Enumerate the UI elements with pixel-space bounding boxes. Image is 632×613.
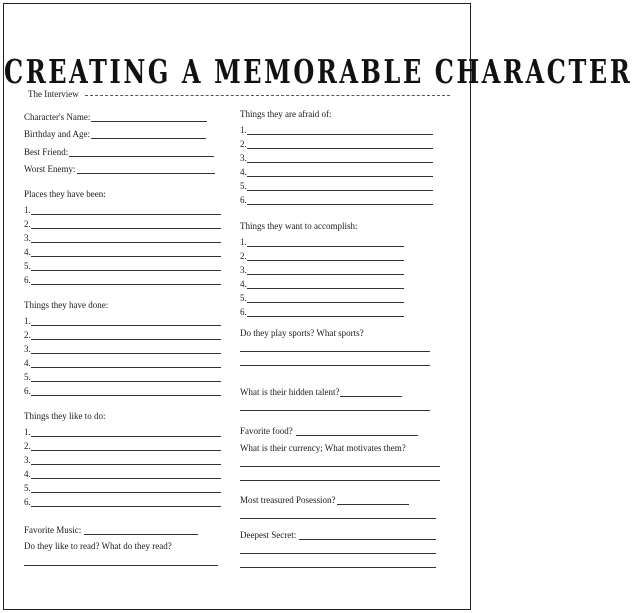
done-section xyxy=(24,295,224,396)
read-label: Do they like to read? What do they read? xyxy=(24,540,172,551)
item-number: 6. xyxy=(24,275,31,285)
answer-line[interactable] xyxy=(247,155,433,163)
answer-line[interactable] xyxy=(31,235,221,243)
item-number: 2. xyxy=(240,251,247,261)
like-label: Things they like to do: xyxy=(24,411,106,421)
secret-line[interactable] xyxy=(299,532,436,540)
item-number: 4. xyxy=(240,279,247,289)
food-section xyxy=(240,419,446,482)
answer-line[interactable] xyxy=(247,281,404,289)
answer-line[interactable] xyxy=(31,263,221,271)
item-number: 6. xyxy=(240,195,247,205)
sports-answer-line-2[interactable] xyxy=(240,352,430,366)
secret-section xyxy=(240,523,446,569)
item-number: 1. xyxy=(24,427,31,437)
character-name-label: Character's Name: xyxy=(24,111,91,122)
list-item[interactable] xyxy=(240,191,446,205)
places-label: Places they have been: xyxy=(24,189,106,199)
item-number: 3. xyxy=(24,455,31,465)
list-item[interactable] xyxy=(240,149,446,163)
item-number: 3. xyxy=(24,233,31,243)
answer-line[interactable] xyxy=(247,141,433,149)
birthday-age-line[interactable] xyxy=(91,131,206,139)
list-item[interactable] xyxy=(240,261,446,275)
dashed-divider xyxy=(85,95,450,96)
list-item[interactable] xyxy=(24,215,224,229)
list-item[interactable] xyxy=(24,354,224,368)
item-number: 4. xyxy=(24,247,31,257)
item-number: 3. xyxy=(240,265,247,275)
favorite-music-label: Favorite Music: xyxy=(24,524,82,535)
worst-enemy-field[interactable] xyxy=(24,157,224,175)
answer-line[interactable] xyxy=(31,374,221,382)
answer-line[interactable] xyxy=(247,169,433,177)
possession-answer-line[interactable] xyxy=(240,505,436,519)
secret-answer-line-1[interactable] xyxy=(240,540,436,554)
secret-field[interactable] xyxy=(240,523,446,541)
list-item[interactable] xyxy=(24,312,224,326)
list-item[interactable] xyxy=(24,451,224,465)
answer-line[interactable] xyxy=(31,499,221,507)
list-item[interactable] xyxy=(240,233,446,247)
accomplish-label: Things they want to accomplish: xyxy=(240,221,358,231)
list-item[interactable] xyxy=(24,493,224,507)
list-item[interactable] xyxy=(24,465,224,479)
item-number: 3. xyxy=(24,344,31,354)
sports-answer-line-1[interactable] xyxy=(240,338,430,352)
item-number: 2. xyxy=(240,139,247,149)
like-list xyxy=(24,423,224,507)
favorite-music-field[interactable] xyxy=(24,517,224,535)
list-item[interactable] xyxy=(24,423,224,437)
music-section xyxy=(24,517,224,566)
answer-line[interactable] xyxy=(31,221,221,229)
answer-line[interactable] xyxy=(31,318,221,326)
character-name-field[interactable] xyxy=(24,104,224,122)
item-number: 6. xyxy=(24,386,31,396)
possession-line[interactable] xyxy=(337,497,409,505)
subtitle-row xyxy=(28,88,450,100)
page-title: CREATING A MEMORABLE CHARACTER xyxy=(4,52,632,92)
list-item[interactable] xyxy=(240,247,446,261)
item-number: 4. xyxy=(24,358,31,368)
answer-line[interactable] xyxy=(31,443,221,451)
item-number: 5. xyxy=(240,181,247,191)
item-number: 2. xyxy=(24,441,31,451)
answer-line[interactable] xyxy=(31,457,221,465)
list-item[interactable] xyxy=(24,326,224,340)
sports-label: Do they play sports? What sports? xyxy=(240,328,364,338)
item-number: 3. xyxy=(240,153,247,163)
list-item[interactable] xyxy=(240,289,446,303)
best-friend-line[interactable] xyxy=(69,149,214,157)
item-number: 5. xyxy=(24,372,31,382)
favorite-food-field[interactable] xyxy=(240,419,446,437)
item-number: 1. xyxy=(240,125,247,135)
list-item[interactable] xyxy=(240,163,446,177)
like-section xyxy=(24,406,224,507)
list-item[interactable] xyxy=(24,479,224,493)
places-list xyxy=(24,201,224,285)
list-item[interactable] xyxy=(240,303,446,317)
answer-line[interactable] xyxy=(247,239,404,247)
answer-line[interactable] xyxy=(31,360,221,368)
list-item[interactable] xyxy=(240,275,446,289)
list-item[interactable] xyxy=(240,177,446,191)
item-number: 1. xyxy=(24,205,31,215)
currency-label: What is their currency; What motivates them? xyxy=(240,443,406,453)
list-item[interactable] xyxy=(24,229,224,243)
favorite-food-line[interactable] xyxy=(296,428,418,436)
item-number: 5. xyxy=(24,261,31,271)
hidden-talent-line[interactable] xyxy=(340,389,402,397)
favorite-food-label: Favorite food? xyxy=(240,426,293,436)
answer-line[interactable] xyxy=(31,485,221,493)
list-item[interactable] xyxy=(24,368,224,382)
afraid-list xyxy=(240,121,446,205)
currency-answer-line-2[interactable] xyxy=(240,467,440,481)
hidden-talent-field[interactable] xyxy=(240,379,446,397)
afraid-label: Things they are afraid of: xyxy=(240,109,332,119)
answer-line[interactable] xyxy=(31,277,221,285)
item-number: 2. xyxy=(24,330,31,340)
answer-line[interactable] xyxy=(247,267,404,275)
worst-enemy-line[interactable] xyxy=(77,166,215,174)
answer-line[interactable] xyxy=(247,127,433,135)
list-item[interactable] xyxy=(240,121,446,135)
possession-label: Most treasured Posession? xyxy=(240,494,336,505)
right-column xyxy=(240,104,446,568)
list-item[interactable] xyxy=(24,382,224,396)
accomplish-section xyxy=(240,216,446,317)
list-item[interactable] xyxy=(24,257,224,271)
item-number: 5. xyxy=(24,483,31,493)
places-section xyxy=(24,184,224,285)
possession-section xyxy=(240,487,446,519)
subtitle: The Interview xyxy=(28,89,79,99)
answer-line[interactable] xyxy=(31,332,221,340)
character-name-line[interactable] xyxy=(91,114,207,122)
favorite-music-line[interactable] xyxy=(84,527,198,535)
item-number: 5. xyxy=(240,293,247,303)
list-item[interactable] xyxy=(24,271,224,285)
hidden-talent-label: What is their hidden talent? xyxy=(240,386,340,397)
answer-line[interactable] xyxy=(31,388,221,396)
accomplish-list xyxy=(240,233,446,317)
answer-line[interactable] xyxy=(247,183,433,191)
possession-field[interactable] xyxy=(240,487,446,505)
list-item[interactable] xyxy=(24,243,224,257)
done-label: Things they have done: xyxy=(24,300,109,310)
best-friend-label: Best Friend: xyxy=(24,146,69,157)
list-item[interactable] xyxy=(24,340,224,354)
birthday-age-label: Birthday and Age: xyxy=(24,129,90,139)
answer-line[interactable] xyxy=(247,295,404,303)
item-number: 1. xyxy=(24,316,31,326)
answer-line[interactable] xyxy=(31,471,221,479)
sports-section xyxy=(240,323,446,366)
answer-line[interactable] xyxy=(247,197,433,205)
secret-label: Deepest Secret: xyxy=(240,530,297,540)
secret-answer-line-2[interactable] xyxy=(240,554,436,568)
best-friend-field[interactable] xyxy=(24,139,224,157)
item-number: 6. xyxy=(24,497,31,507)
answer-line[interactable] xyxy=(31,346,221,354)
talent-answer-line[interactable] xyxy=(240,397,430,411)
list-item[interactable] xyxy=(240,135,446,149)
done-list xyxy=(24,312,224,396)
worst-enemy-label: Worst Enemy: xyxy=(24,164,76,174)
list-item[interactable] xyxy=(24,437,224,451)
answer-line[interactable] xyxy=(31,249,221,257)
item-number: 1. xyxy=(240,237,247,247)
item-number: 4. xyxy=(24,469,31,479)
list-item[interactable] xyxy=(24,201,224,215)
item-number: 2. xyxy=(24,219,31,229)
read-answer-line[interactable] xyxy=(24,551,218,566)
answer-line[interactable] xyxy=(247,309,404,317)
currency-answer-line-1[interactable] xyxy=(240,453,440,467)
answer-line[interactable] xyxy=(247,253,404,261)
item-number: 6. xyxy=(240,307,247,317)
talent-section xyxy=(240,379,446,411)
item-number: 4. xyxy=(240,167,247,177)
left-column xyxy=(24,104,224,566)
birthday-age-field[interactable] xyxy=(24,122,224,140)
answer-line[interactable] xyxy=(31,207,221,215)
answer-line[interactable] xyxy=(31,429,221,437)
